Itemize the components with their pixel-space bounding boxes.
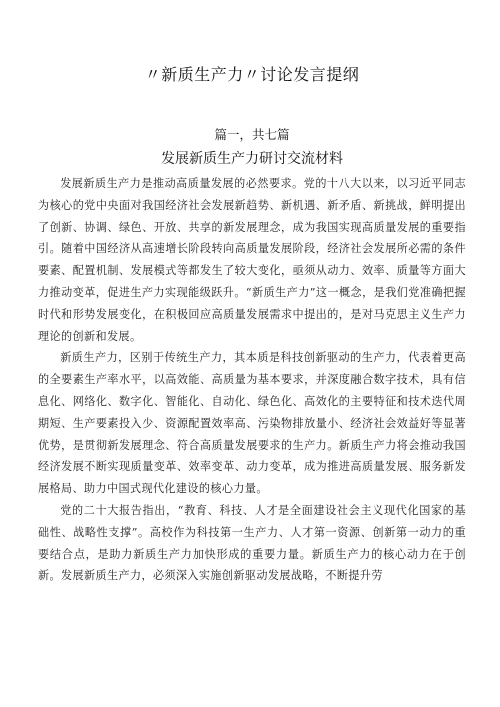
body-paragraph: 党的二十大报告指出，“教育、科技、人才是全面建设社会主义现代化国家的基础性、战略性支撑”。高校作为科技第一生产力、人才第一资源、创新第一动力的重要结合点，是助力新质生产力加快形成的重要力量。新质生产力的核心动力在于创新。发展新质生产力，必须深入实施创新驱动发展战略，不断提升劳 bbox=[38, 503, 466, 583]
body-paragraph: 发展新质生产力是推动高质量发展的必然要求。党的十八大以来，以习近平同志为核心的党中央面对我国经济社会发展新趋势、新机遇、新矛盾、新挑战，鲜明提出了创新、协调、绿色、开放、共享的新发展理念，成为我国实现高质量发展的重要指引。随着中国经济从高速增长阶段转向高质量发展阶段，经济社会发展所必需的条件要素、配置机制、发展模式等都发生了较大变化，亟须从动力、效率、质量等方面大力推动变革，促进生产力实现能级跃升。“新质生产力”这一概念，是我们党准确把握时代和形势发展变化，在积极回应高质量发展需求中提出的，是对马克思主义生产力理论的创新和发展。 bbox=[38, 177, 466, 343]
document-body bbox=[38, 173, 466, 587]
body-paragraph: 新质生产力，区别于传统生产力，其本质是科技创新驱动的生产力，代表着更高的全要素生产率水平，以高效能、高质量为基本要求，并深度融合数字技术，具有信息化、网络化、数字化、智能化、自动化、绿色化、高效化的主要特征和技术迭代周期短、生产要素投入少、资源配置效率高、污染物排放量小、经济社会效益好等显著优势，是贯彻新发展理念、符合高质量发展要求的生产力。新质生产力将会推动我国经济发展不断实现质量变革、效率变革、动力变革，成为推进高质量发展、服务新发展格局、助力中国式现代化建设的核心力量。 bbox=[38, 351, 466, 496]
document-title: 〃新质生产力〃讨论发言提纲 bbox=[144, 65, 360, 84]
section-title: 发展新质生产力研讨交流材料 bbox=[161, 151, 343, 167]
article-number-heading: 篇一，共七篇 bbox=[214, 127, 290, 142]
